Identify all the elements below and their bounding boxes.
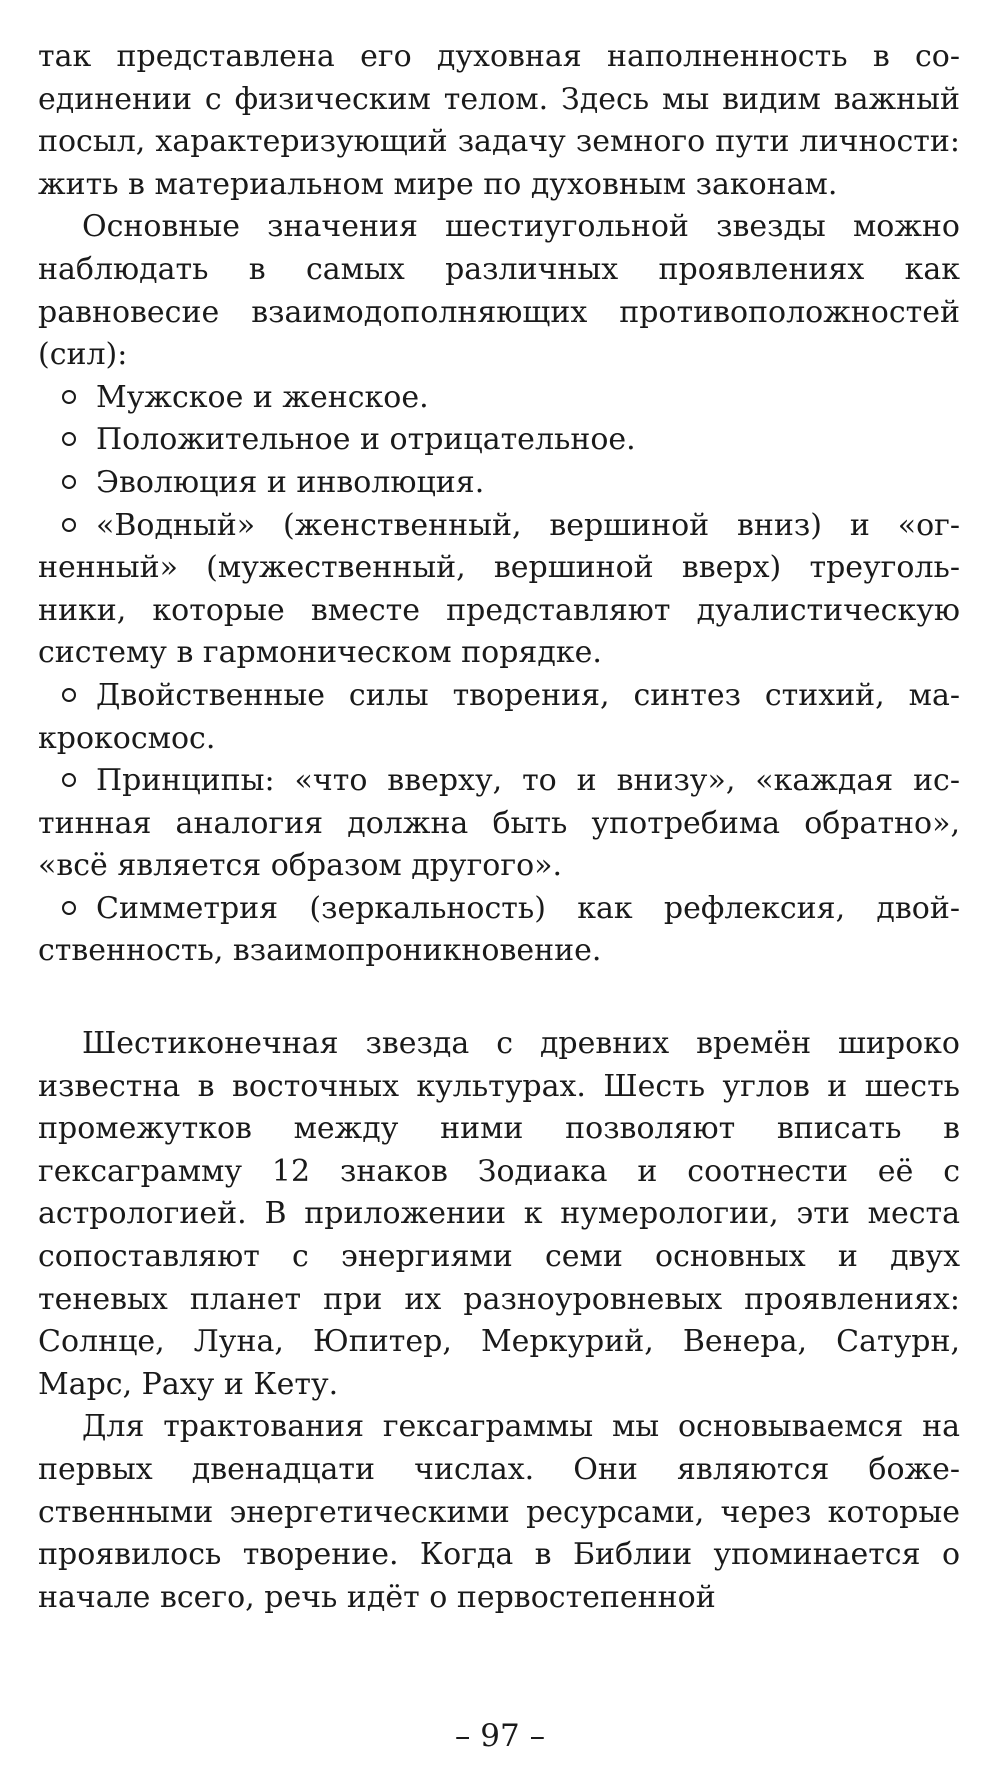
page-number: – 97 – bbox=[454, 1718, 546, 1754]
list-item-text: Положительное и отрицательное. bbox=[96, 422, 636, 458]
circle-bullet-icon bbox=[62, 773, 76, 787]
circle-bullet-icon bbox=[62, 688, 76, 702]
list-item bbox=[38, 505, 960, 675]
list-item bbox=[38, 888, 960, 973]
list-item-text: Симметрия (зеркальность) как рефлексия, двойственность, взаимопроникновение. bbox=[38, 890, 960, 969]
list-item-text: Эволюция и инволюция. bbox=[96, 464, 485, 500]
paragraph-twelve-numbers: Для трактования гексаграммы мы основываемся на первых двенадцати числах. Они являются божественными энергетическими ресурсами, через которые проявилось творение. Когда в Библии упоминается о начале всего, речь идёт о первостепенной bbox=[38, 1409, 960, 1615]
list-item bbox=[38, 675, 960, 760]
list-item bbox=[38, 377, 960, 420]
list-item bbox=[38, 419, 960, 462]
page-body bbox=[38, 36, 960, 1619]
list-item bbox=[38, 462, 960, 505]
list-item bbox=[38, 760, 960, 888]
list-item-text: Принципы: «что вверху, то и внизу», «каждая истинная аналогия должна быть употребима обратно», «всё является образом другого». bbox=[38, 763, 960, 884]
circle-bullet-icon bbox=[62, 390, 76, 404]
list-item-text: Мужское и женское. bbox=[96, 379, 429, 415]
circle-bullet-icon bbox=[62, 432, 76, 446]
bullet-list bbox=[38, 377, 960, 973]
paragraph-eastern-cultures: Шестиконечная звезда с древних времён широко известна в восточных культурах. Шесть углов и шесть промежутков между ними позволяют вписать в гексаграмму 12 знаков Зодиака и соотнести её с астрологией. В приложении к нумерологии, эти места сопоставляют с энергиями семи основных и двух теневых планет при их разноуровневых проявлениях: Солнце, Луна, Юпитер, Меркурий, Венера, Сатурн, Марс, Раху и Кету. bbox=[38, 1026, 960, 1402]
list-item-text: Двойственные силы творения, синтез стихий, макрокосмос. bbox=[38, 677, 960, 756]
paragraph-continued: так представлена его духовная наполненность в соединении с физическим телом. Здесь мы видим важный посыл, характеризующий задачу земного пути личности: жить в материальном мире по духовным законам. bbox=[38, 39, 960, 202]
circle-bullet-icon bbox=[62, 475, 76, 489]
paragraph-hexagram-meanings: Основные значения шестиугольной звезды можно наблюдать в самых различных проявлениях как равновесие взаимодополняющих противоположностей (сил): bbox=[38, 209, 960, 373]
circle-bullet-icon bbox=[62, 901, 76, 915]
circle-bullet-icon bbox=[62, 518, 76, 532]
section-gap bbox=[38, 973, 960, 1023]
list-item-text: «Водный» (женственный, вершиной вниз) и «огненный» (мужественный, вершиной вверх) треугольники, которые вместе представляют дуалистическую систему в гармоническом порядке. bbox=[38, 507, 960, 671]
